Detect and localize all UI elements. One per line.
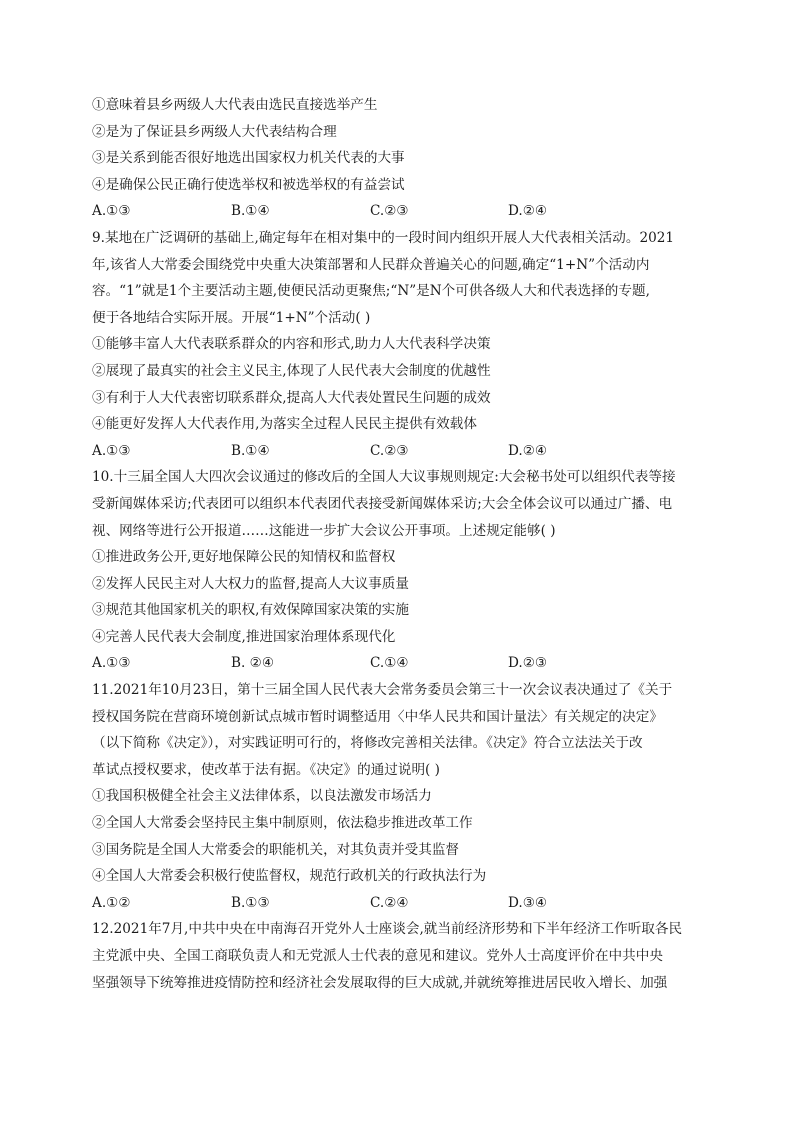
question-8-items <box>92 92 702 198</box>
question-8-options <box>92 198 702 225</box>
question-9-item-4: ④能更好发挥人大代表作用,为落实全过程人民民主提供有效载体 <box>92 416 477 433</box>
question-9-stem-line-1: 9.某地在广泛调研的基础上,确定每年在相对集中的一段时间内组织开展人大代表相关活动。2021 <box>92 229 675 246</box>
option-c: C.②③ <box>370 442 409 459</box>
question-9-stem-line-2: 年,该省人大常委会围绕党中央重大决策部署和人民群众普遍关心的问题,确定“1+N”个活动内 <box>92 256 650 273</box>
option-d: D.②③ <box>508 655 548 672</box>
question-12-stem <box>92 916 702 996</box>
question-8-item-2: ②是为了保证县乡两级人大代表结构合理 <box>92 123 337 140</box>
option-b: B. ②④ <box>231 655 275 672</box>
question-10-stem-line-2: 受新闻媒体采访;代表团可以组织本代表团代表接受新闻媒体采访;大会全体会议可以通过广播、电 <box>92 495 673 512</box>
option-b: B.①③ <box>231 894 270 911</box>
question-12-stem-line-2: 主党派中央、全国工商联负责人和无党派人士代表的意见和建议。党外人士高度评价在中共中央 <box>92 948 663 964</box>
option-a: A.①③ <box>92 442 131 459</box>
question-11-stem-line-3: （以下简称《决定》），对实践证明可行的，将修改完善相关法律。《决定》符合立法法关于改 <box>92 735 643 752</box>
question-11-options <box>92 890 702 917</box>
question-12-stem-line-1: 12.2021年7月,中共中央在中南海召开党外人士座谈会,就当前经济形势和下半年经济工作听取各民 <box>92 921 683 938</box>
question-9-item-1: ①能够丰富人大代表联系群众的内容和形式,助力人大代表科学决策 <box>92 336 491 353</box>
question-10-item-2: ②发挥人民民主对人大权力的监督,提高人大议事质量 <box>92 575 409 592</box>
option-a: A.①③ <box>92 655 131 672</box>
exam-page <box>92 92 702 996</box>
question-10-item-1: ①推进政务公开,更好地保障公民的知情权和监督权 <box>92 549 396 566</box>
option-b: B.①④ <box>231 203 270 220</box>
question-11-item-3: ③国务院是全国人大常委会的职能机关，对其负责并受其监督 <box>92 841 460 858</box>
question-10-stem-line-3: 视、网络等进行公开报道……这能进一步扩大会议公开事项。上述规定能够( ) <box>92 522 556 539</box>
question-12-stem-line-3: 坚强领导下统筹推进疫情防控和经济社会发展取得的巨大成就,并就统筹推进居民收入增长、加强 <box>92 974 668 991</box>
option-d: D.③④ <box>508 894 548 911</box>
question-9-stem-line-4: 便于各地结合实际开展。开展“1+N”个活动( ) <box>92 309 371 326</box>
question-9-items <box>92 331 702 437</box>
question-9-stem <box>92 225 702 331</box>
question-11-stem <box>92 677 702 783</box>
question-11-stem-line-1: 11.2021年10月23日，第十三届全国人民代表大会常务委员会第三十一次会议表决通过了《关于 <box>92 682 673 699</box>
option-d: D.②④ <box>508 442 548 459</box>
question-9-options <box>92 438 702 465</box>
question-8-item-3: ③是关系到能否很好地选出国家权力机关代表的大事 <box>92 150 405 167</box>
option-c: C.①④ <box>370 655 409 672</box>
question-11-stem-line-4: 革试点授权要求，使改革于法有据。《决定》的通过说明( ) <box>92 761 440 778</box>
question-9-stem-line-3: 容。“1”就是1个主要活动主题,使便民活动更聚焦;“N”是N个可供各级人大和代表选择的专题, <box>92 283 650 300</box>
question-9-item-2: ②展现了最真实的社会主义民主,体现了人民代表大会制度的优越性 <box>92 362 491 379</box>
option-a: A.①② <box>92 894 131 911</box>
option-b: B.①④ <box>231 442 270 459</box>
option-c: C.②③ <box>370 203 409 220</box>
question-10-stem-line-1: 10.十三届全国人大四次会议通过的修改后的全国人大议事规则规定:大会秘书处可以组织代表等接 <box>92 469 676 486</box>
question-11-item-4: ④全国人大常委会积极行使监督权，规范行政机关的行政执法行为 <box>92 868 487 885</box>
option-d: D.②④ <box>508 203 548 220</box>
question-11-items <box>92 783 702 889</box>
question-9-item-3: ③有利于人大代表密切联系群众,提高人大代表处置民生问题的成效 <box>92 389 491 406</box>
question-8-item-1: ①意味着县乡两级人大代表由选民直接选举产生 <box>92 97 378 113</box>
question-11-stem-line-2: 授权国务院在营商环境创新试点城市暂时调整适用〈中华人民共和国计量法〉有关规定的决定》 <box>92 708 663 725</box>
question-8-item-4: ④是确保公民正确行使选举权和被选举权的有益尝试 <box>92 176 405 193</box>
question-10-stem <box>92 464 702 544</box>
question-10-item-3: ③规范其他国家机关的职权,有效保障国家决策的实施 <box>92 602 409 619</box>
option-c: C.②④ <box>370 894 409 911</box>
question-10-options <box>92 650 702 677</box>
question-10-item-4: ④完善人民代表大会制度,推进国家治理体系现代化 <box>92 628 396 645</box>
option-a: A.①③ <box>92 203 131 220</box>
question-11-item-1: ①我国积极健全社会主义法律体系，以良法激发市场活力 <box>92 788 432 805</box>
question-10-items <box>92 544 702 650</box>
question-11-item-2: ②全国人大常委会坚持民主集中制原则，依法稳步推进改革工作 <box>92 815 473 832</box>
